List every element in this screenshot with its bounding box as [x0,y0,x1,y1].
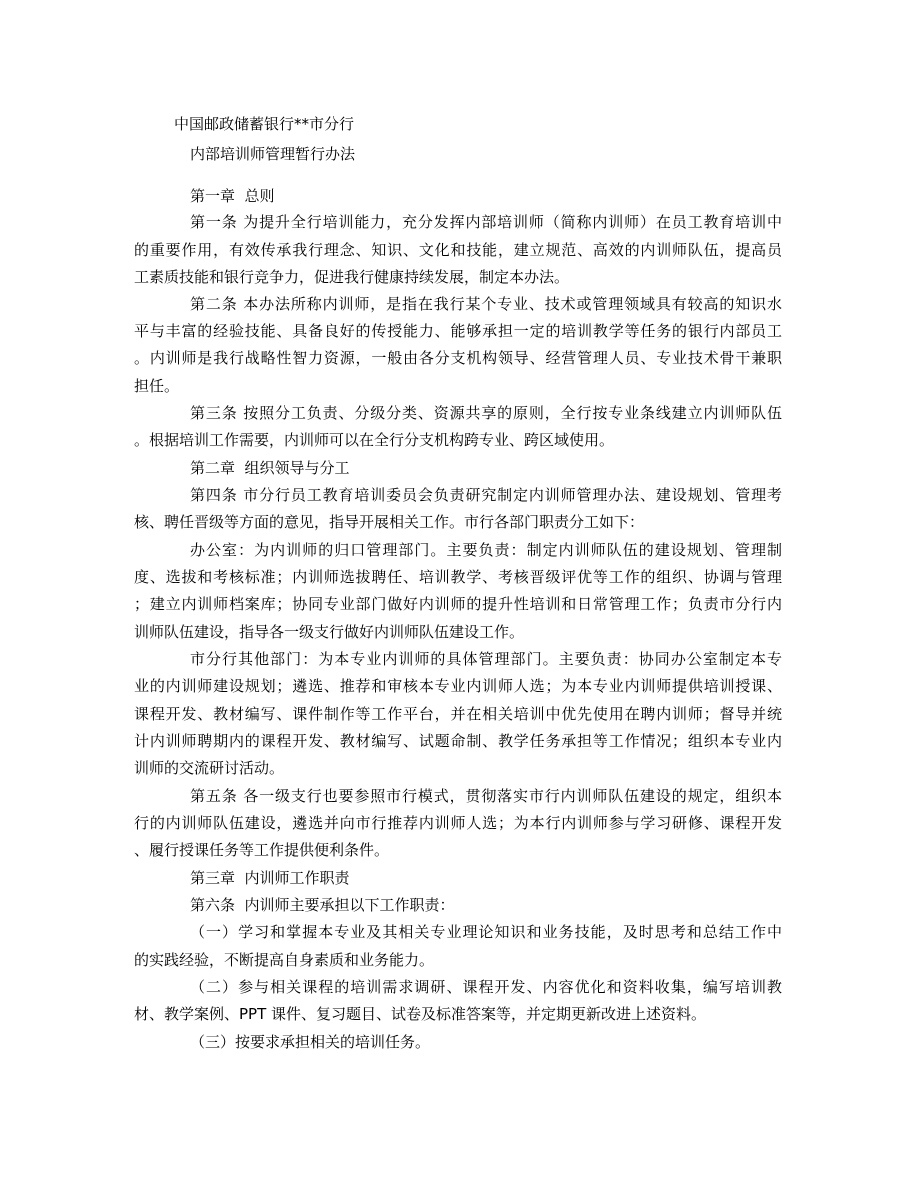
duty-item-2-line: 材、教学案例、PPT 课件、复习题目、试卷及标准答案等，并定期更新改进上述资料。 [134,1005,707,1023]
office-duties-line: 度、选拔和考核标准；内训师选拔聘任、培训教学、考核晋级评优等工作的组织、协调与管理 [134,568,782,586]
article-5-line: 行的内训师队伍建设，遴选并向市行推荐内训师人选；为本行内训师参与学习研修、课程开发 [134,814,782,832]
article-3-line: 第三条 按照分工负责、分级分类、资源共享的原则，全行按专业条线建立内训师队伍 [190,404,782,422]
article-3-line: 。根据培训工作需要，内训师可以在全行分支机构跨专业、跨区域使用。 [134,431,615,449]
duty-item-3: （三）按要求承担相关的培训任务。 [190,1033,431,1051]
article-2-line: 第二条 本办法所称内训师，是指在我行某个专业、技术或管理领域具有较高的知识水 [190,295,782,313]
other-departments-line: 计内训师聘期内的课程开发、教材编写、试题命制、教学任务承担等工作情况；组织本专业内 [134,732,782,750]
other-departments-line: 课程开发、教材编写、课件制作等工作平台，并在相关培训中优先使用在聘内训师；督导并统 [134,705,782,723]
article-2-line: 。内训师是我行战略性智力资源，一般由各分支机构领导、经营管理人员、专业技术骨干兼职 [134,349,782,367]
org-name: 中国邮政储蓄银行**市分行 [174,115,355,133]
duty-item-2-line: （二）参与相关课程的培训需求调研、课程开发、内容优化和资料收集，编写培训教 [190,978,782,996]
duty-item-1-line: 的实践经验，不断提高自身素质和业务能力。 [134,951,435,969]
document-title: 内部培训师管理暂行办法 [190,145,356,163]
article-5-line: 、履行授课任务等工作提供便利条件。 [134,841,390,859]
article-1-line: 工素质技能和银行竞争力，促进我行健康持续发展，制定本办法。 [134,268,570,286]
office-duties-line: 训师队伍建设，指导各一级支行做好内训师队伍建设工作。 [134,623,525,641]
article-4-line: 核、聘任晋级等方面的意见，指导开展相关工作。市行各部门职责分工如下： [134,513,645,531]
article-1-line: 的重要作用，有效传承我行理念、知识、文化和技能，建立规范、高效的内训师队伍，提高员 [134,241,782,259]
chapter-1-title: 第一章 总则 [190,187,275,205]
duty-item-1-line: （一）学习和掌握本专业及其相关专业理论知识和业务技能，及时思考和总结工作中 [190,923,782,941]
office-duties-line: 办公室：为内训师的归口管理部门。主要负责：制定内训师队伍的建设规划、管理制 [190,541,782,559]
other-departments-line: 业的内训师建设规划；遴选、推荐和审核本专业内训师人选；为本专业内训师提供培训授课、 [134,677,782,695]
chapter-2-title: 第二章 组织领导与分工 [190,459,350,477]
article-1-line: 第一条 为提升全行培训能力，充分发挥内部培训师（简称内训师）在员工教育培训中 [190,213,782,231]
article-2-line: 平与丰富的经验技能、具备良好的传授能力、能够承担一定的培训教学等任务的银行内部员工 [134,322,782,340]
article-5-line: 第五条 各一级支行也要参照市行模式，贯彻落实市行内训师队伍建设的规定，组织本 [190,787,782,805]
chapter-3-title: 第三章 内训师工作职责 [190,869,350,887]
article-2-line: 担任。 [134,377,180,395]
office-duties-line: ；建立内训师档案库；协同专业部门做好内训师的提升性培训和日常管理工作；负责市分行内 [134,595,782,613]
article-6: 第六条 内训师主要承担以下工作职责： [190,896,455,914]
article-4-line: 第四条 市分行员工教育培训委员会负责研究制定内训师管理办法、建设规划、管理考 [190,486,782,504]
other-departments-line: 市分行其他部门：为本专业内训师的具体管理部门。主要负责：协同办公室制定本专 [190,650,782,668]
other-departments-line: 训师的交流研讨活动。 [134,759,285,777]
